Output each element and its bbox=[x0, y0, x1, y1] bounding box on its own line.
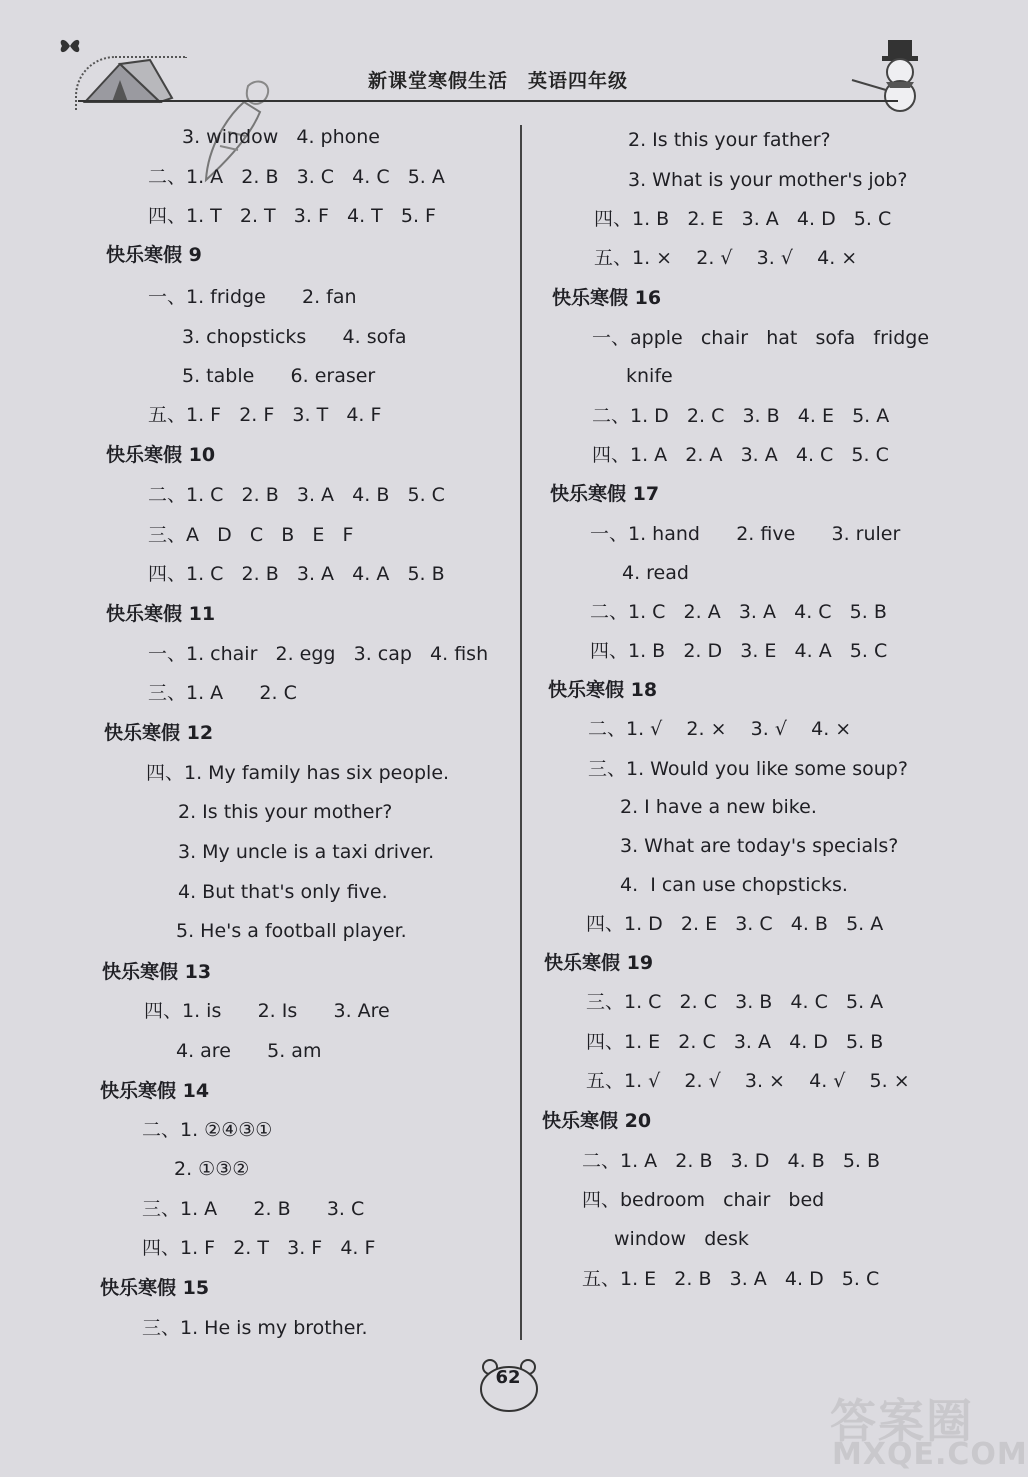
answer-line: 3. chopsticks 4. sofa bbox=[182, 326, 407, 348]
section-heading: 快乐寒假 19 bbox=[544, 952, 654, 974]
answer-line: 二、1. A 2. B 3. D 4. B 5. B bbox=[582, 1150, 881, 1172]
section-heading: 快乐寒假 20 bbox=[542, 1110, 652, 1132]
answer-line: 5. table 6. eraser bbox=[182, 365, 376, 387]
answer-line: 四、1. My family has six people. bbox=[146, 762, 450, 784]
watermark bbox=[820, 1385, 1028, 1477]
answer-line: 2. ①③② bbox=[174, 1158, 250, 1180]
answer-line: 一、1. hand 2. five 3. ruler bbox=[590, 523, 901, 545]
section-heading: 快乐寒假 10 bbox=[106, 444, 216, 466]
answer-line: 四、bedroom chair bed bbox=[582, 1189, 825, 1211]
answer-line: 3. window 4. phone bbox=[182, 126, 380, 148]
answer-line: 5. He's a football player. bbox=[176, 920, 407, 942]
answer-line: 五、1. × 2. √ 3. √ 4. × bbox=[594, 247, 858, 269]
page-number: 62 bbox=[495, 1367, 521, 1388]
answer-line: 二、1. A 2. B 3. C 4. C 5. A bbox=[148, 166, 445, 188]
header-title: 新课堂寒假生活 英语四年级 bbox=[368, 70, 629, 92]
column-divider bbox=[520, 125, 522, 1340]
answer-line: 五、1. E 2. B 3. A 4. D 5. C bbox=[582, 1268, 880, 1290]
answer-line: 4. But that's only five. bbox=[178, 881, 388, 903]
watermark-url: MXQE.COM bbox=[832, 1437, 1028, 1472]
answer-line: 二、1. √ 2. × 3. √ 4. × bbox=[588, 718, 852, 740]
section-heading: 快乐寒假 17 bbox=[550, 483, 660, 505]
answer-line: 四、1. B 2. E 3. A 4. D 5. C bbox=[594, 208, 892, 230]
section-heading: 快乐寒假 12 bbox=[104, 722, 214, 744]
section-heading: 快乐寒假 9 bbox=[106, 244, 202, 266]
page-number-badge bbox=[476, 1355, 542, 1415]
answer-line: 2. Is this your father? bbox=[628, 129, 831, 151]
answer-line: 4. I can use chopsticks. bbox=[620, 874, 848, 896]
answer-line: 四、1. E 2. C 3. A 4. D 5. B bbox=[586, 1031, 884, 1053]
header-divider bbox=[78, 100, 898, 102]
butterfly-icon bbox=[58, 36, 82, 56]
watermark-logo: 答案圈 bbox=[830, 1394, 974, 1448]
answer-line: 3. What is your mother's job? bbox=[628, 169, 908, 191]
answer-line: 4. read bbox=[622, 562, 689, 584]
answer-line: 一、1. chair 2. egg 3. cap 4. fish bbox=[148, 643, 489, 665]
answer-line: 三、1. C 2. C 3. B 4. C 5. A bbox=[586, 991, 884, 1013]
answer-line: 四、1. D 2. E 3. C 4. B 5. A bbox=[586, 913, 884, 935]
answer-line: 三、A D C B E F bbox=[148, 524, 354, 546]
answer-line: 4. are 5. am bbox=[176, 1040, 322, 1062]
answer-line: 一、apple chair hat sofa fridge bbox=[592, 327, 930, 349]
answer-line: 3. My uncle is a taxi driver. bbox=[178, 841, 435, 863]
answer-line: 二、1. ②④③① bbox=[142, 1119, 273, 1141]
answer-line: 五、1. √ 2. √ 3. × 4. √ 5. × bbox=[586, 1070, 910, 1092]
answer-line: knife bbox=[626, 365, 673, 387]
answer-line: 2. I have a new bike. bbox=[620, 796, 817, 818]
answer-line: 四、1. C 2. B 3. A 4. A 5. B bbox=[148, 563, 445, 585]
answer-line: 五、1. F 2. F 3. T 4. F bbox=[148, 404, 382, 426]
section-heading: 快乐寒假 11 bbox=[106, 603, 216, 625]
section-heading: 快乐寒假 16 bbox=[552, 287, 662, 309]
answer-line: 二、1. D 2. C 3. B 4. E 5. A bbox=[592, 405, 890, 427]
answer-line: window desk bbox=[614, 1228, 749, 1250]
answer-line: 四、1. A 2. A 3. A 4. C 5. C bbox=[592, 444, 889, 466]
section-heading: 快乐寒假 18 bbox=[548, 679, 658, 701]
answer-line: 三、1. A 2. B 3. C bbox=[142, 1198, 365, 1220]
answer-line: 二、1. C 2. B 3. A 4. B 5. C bbox=[148, 484, 445, 506]
answer-line: 三、1. Would you like some soup? bbox=[588, 758, 908, 780]
section-heading: 快乐寒假 14 bbox=[100, 1080, 210, 1102]
answer-line: 二、1. C 2. A 3. A 4. C 5. B bbox=[590, 601, 887, 623]
answer-line: 四、1. B 2. D 3. E 4. A 5. C bbox=[590, 640, 888, 662]
answer-line: 四、1. T 2. T 3. F 4. T 5. F bbox=[148, 205, 436, 227]
answer-line: 三、1. A 2. C bbox=[148, 682, 297, 704]
answer-line: 一、1. fridge 2. fan bbox=[148, 286, 357, 308]
answer-line: 三、1. He is my brother. bbox=[142, 1317, 368, 1339]
tent-icon bbox=[80, 58, 175, 106]
answer-line: 四、1. is 2. Is 3. Are bbox=[144, 1000, 390, 1022]
answer-line: 3. What are today's specials? bbox=[620, 835, 899, 857]
answer-line: 2. Is this your mother? bbox=[178, 801, 393, 823]
answer-line: 四、1. F 2. T 3. F 4. F bbox=[142, 1237, 376, 1259]
section-heading: 快乐寒假 15 bbox=[100, 1277, 210, 1299]
section-heading: 快乐寒假 13 bbox=[102, 961, 212, 983]
